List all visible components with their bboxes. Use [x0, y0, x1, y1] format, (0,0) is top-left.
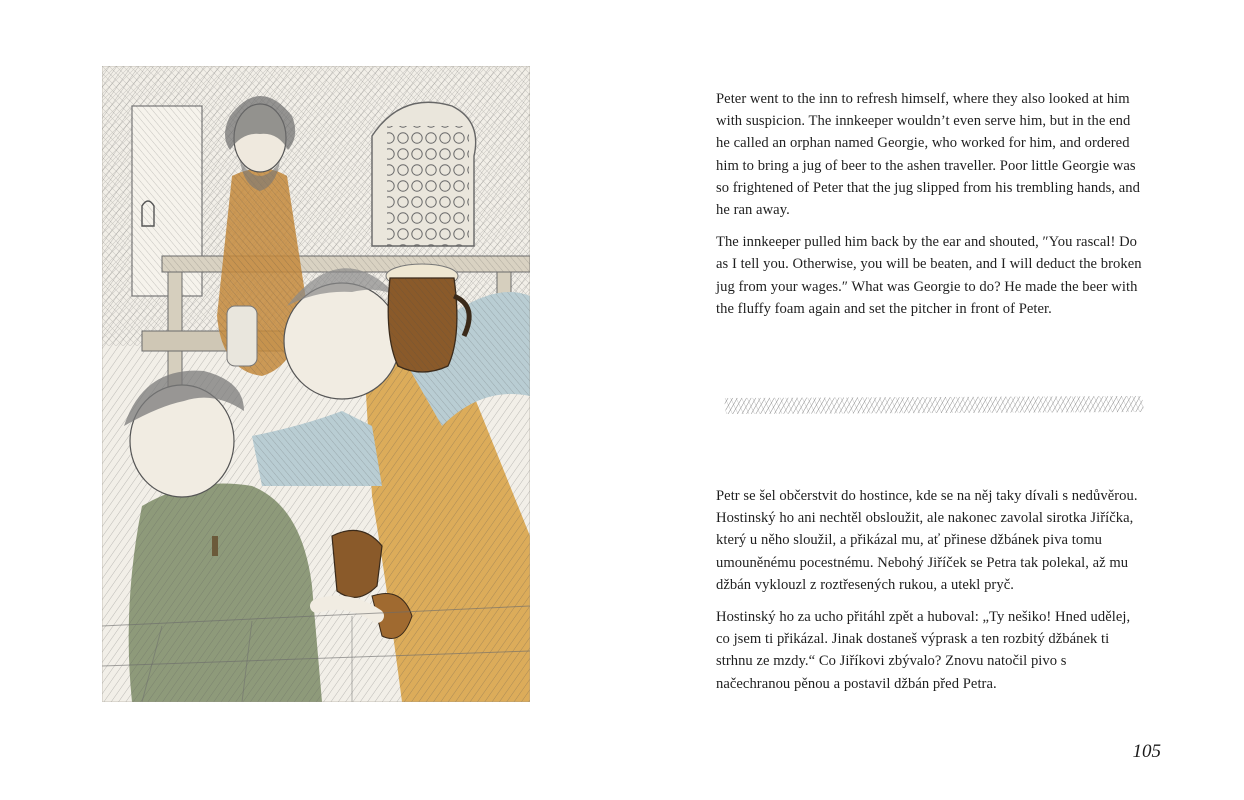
czech-text-block — [716, 485, 1144, 705]
illustration-drawing — [102, 66, 530, 702]
czech-paragraph-1: Petr se šel občerstvit do hostince, kde se na něj taky dívali s nedůvěrou. Hostinský ho ani nechtěl obsloužit, ale nakonec zavolal sirotka Jiříčka, který u něho sloužil, a přikázal mu, ať přinese džbánek piva tomu umouněnému pocestnému. Nebohý Jiříček se Petra tak polekal, až mu džbán vyklouzl z roztřesených rukou, a utekl pryč. — [716, 488, 1138, 593]
english-text-block — [716, 88, 1144, 330]
czech-paragraph-2: Hostinský ho za ucho přitáhl zpět a huboval: „Ty nešiko! Hned udělej, co jsem ti přikázal. Jinak dostaneš výprask a ten rozbitý džbánek ti strhnu ze mzdy.“ Co Jiříkovi zbývalo? Znovu natočil pivo s načechranou pěnou a postavil džbán před Petra. — [716, 609, 1131, 692]
hatched-divider-icon — [722, 392, 1146, 418]
english-paragraph-2: The innkeeper pulled him back by the ear and shouted, ″You rascal! Do as I tell you. Otherwise, you will be beaten, and I will deduct the broken jug from your wages.″ What was Georgie to do? He made the beer with the fluffy foam again and set the pitcher in front of Peter. — [716, 234, 1142, 317]
page-number: 105 — [1132, 741, 1161, 762]
tavern-scene-illustration — [102, 66, 530, 702]
english-paragraph-1: Peter went to the inn to refresh himself, where they also looked at him with suspicion. The innkeeper wouldn’t even serve him, but in the end he called an orphan named Georgie, who worked for him, and ordered him to bring a jug of beer to the ashen traveller. Poor little Georgie was so frightened of Peter that the jug slipped from his trembling hands, and he ran away. — [716, 91, 1140, 219]
